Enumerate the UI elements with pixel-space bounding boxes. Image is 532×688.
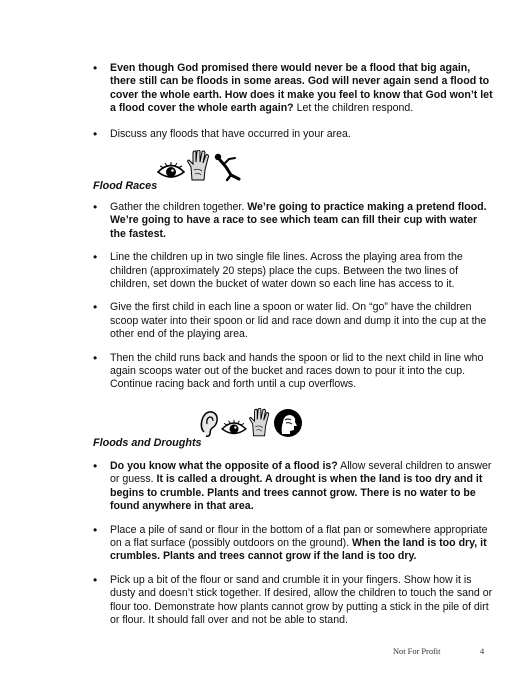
stretching-figure-icon bbox=[213, 152, 243, 182]
section-heading-floods-and-droughts bbox=[93, 437, 202, 450]
heading-text: Floods and Droughts bbox=[93, 437, 202, 449]
bullet-item bbox=[93, 524, 493, 564]
text-segment: Place a pile of sand or flour in the bottom of a flat pan or somewhere appropriate on a flat surface (possibly outdoors on the ground). bbox=[110, 523, 488, 550]
bullet-item bbox=[93, 574, 493, 628]
heading-text: Flood Races bbox=[93, 180, 158, 192]
bullet-item bbox=[93, 301, 493, 341]
text-segment: Pick up a bit of the flour or sand and crumble it in your fingers. Show how it is dusty and doesn’t stick together. If desired, allow the children to touch the sand or flour too. Demonstrate how plants cannot grow by putting a stick in the pile of dirt or flour. It should fall over and not be able to stand. bbox=[110, 573, 493, 627]
text-segment: Discuss any floods that have occurred in your area. bbox=[110, 127, 351, 140]
floods-and-droughts-bullet-list bbox=[93, 460, 493, 627]
bullet-text bbox=[110, 574, 492, 626]
bullet-item bbox=[93, 460, 493, 514]
eye-icon bbox=[221, 418, 247, 438]
bullet-item bbox=[93, 352, 493, 392]
bullet-item bbox=[93, 251, 493, 291]
bold-text-segment: It is called a drought. A drought is when the land is too dry and it begins to crumble. Plants and trees cannot grow. There is no water to be found anywhere in that area. bbox=[110, 473, 483, 513]
bold-text-segment: When the land is too dry, it crumbles. Plants and trees cannot grow if the land is too dry. bbox=[110, 537, 487, 563]
bullet-text bbox=[110, 62, 493, 114]
bullet-item bbox=[93, 201, 493, 241]
hand-icon bbox=[187, 150, 211, 182]
footer-note: Not For Profit bbox=[393, 647, 441, 656]
bullet-text bbox=[110, 251, 463, 290]
bullet-text bbox=[110, 524, 487, 563]
section-heading-flood-races bbox=[93, 180, 157, 193]
bold-text-segment: Even though God promised there would never be a flood that big again, there still can be floods in some areas. God will never again send a flood to cover the whole earth. How does it make you feel to know that God won’t let a flood cover the whole earth again? bbox=[110, 62, 493, 115]
thinking-head-icon bbox=[273, 408, 303, 438]
bullet-text bbox=[110, 352, 483, 391]
section1-icon-row bbox=[157, 150, 243, 182]
bullet-text bbox=[110, 460, 491, 512]
text-segment: Line the children up in two single file lines. Across the playing area from the children (approximately 20 steps) place the cups. Between the two lines of children, set down the bucket of water down so each line has access to it. bbox=[110, 251, 463, 291]
page-number: 4 bbox=[480, 647, 485, 656]
text-segment: Give the first child in each line a spoon or water lid. On “go” have the children scoop water into their spoon or lid and race down and dump it into the cup at the other end of the playing area. bbox=[110, 301, 487, 341]
section2-icon-row bbox=[199, 408, 303, 438]
bullet-item bbox=[93, 62, 493, 116]
bullet-text bbox=[110, 201, 487, 240]
bullet-text bbox=[110, 128, 351, 140]
bold-text-segment: We’re going to practice making a pretend flood. We’re going to have a race to see which team can fill their cup with water the fastest. bbox=[110, 201, 487, 240]
bullet-item bbox=[93, 128, 493, 141]
intro-bullet-list bbox=[93, 62, 493, 141]
flood-races-bullet-list bbox=[93, 201, 493, 392]
text-segment: Gather the children together. bbox=[110, 201, 248, 213]
ear-icon bbox=[199, 410, 219, 438]
text-segment: Let the children respond. bbox=[293, 102, 414, 115]
bullet-text bbox=[110, 301, 486, 340]
hand-icon bbox=[249, 408, 271, 438]
text-segment: Then the child runs back and hands the spoon or lid to the next child in line who again scoops water out of the bucket and races down to pour it into the cup. Continue racing back and forth until a cup overflows. bbox=[110, 351, 484, 391]
text-segment: Allow several children to answer or guess. bbox=[110, 460, 492, 486]
eye-icon bbox=[157, 160, 185, 182]
bold-text-segment: Do you know what the opposite of a flood is? bbox=[110, 460, 338, 472]
